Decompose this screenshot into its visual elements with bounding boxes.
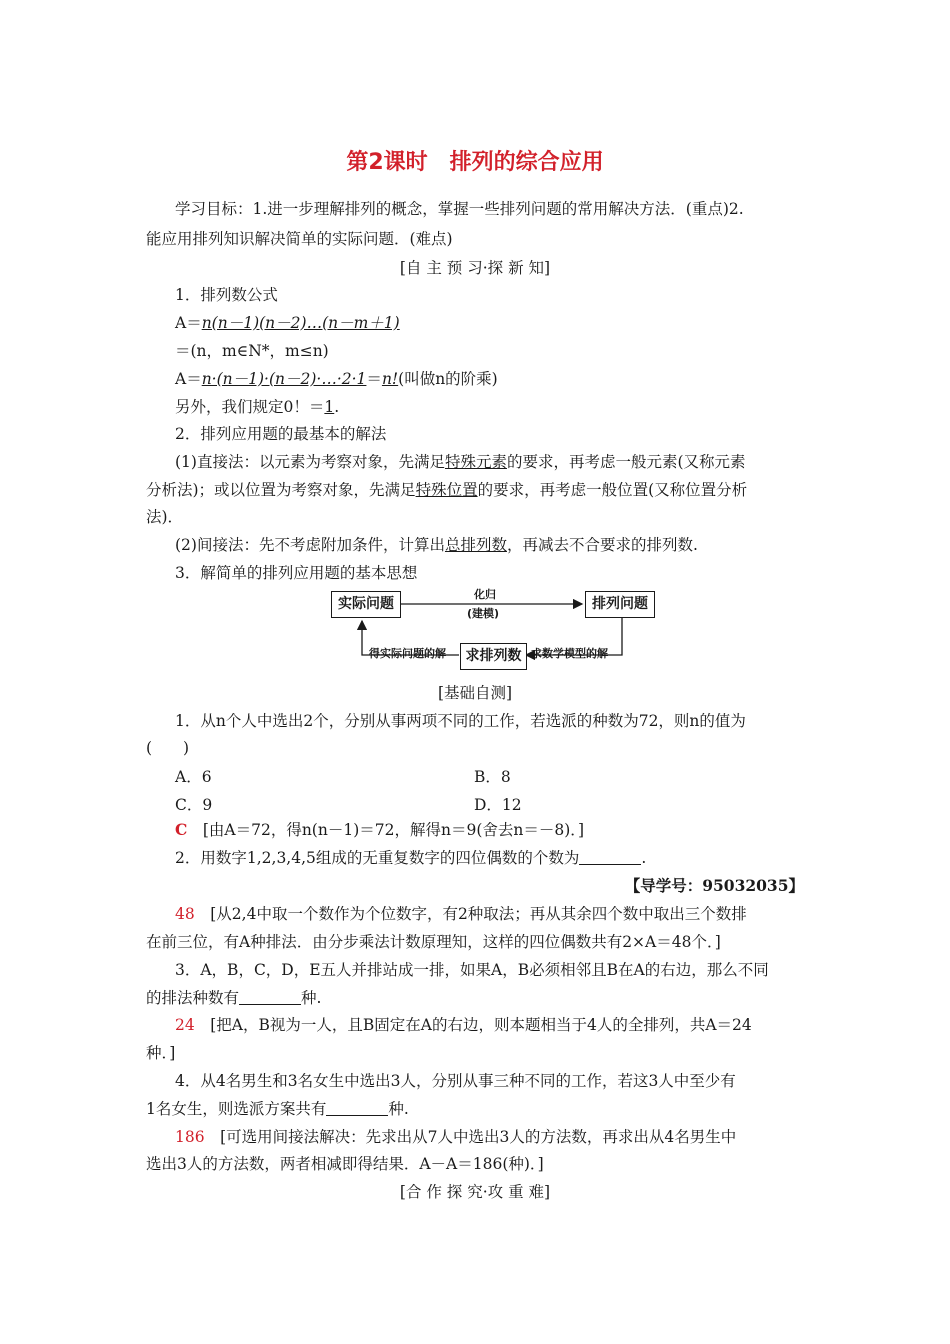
formula-line-2: ＝(n，m∈N*，m≤n) — [175, 342, 329, 360]
q2-explanation-line-2: 在前三位，有A种排法．由分步乘法计数原理知，这样的四位偶数共有2×A＝48个．] — [146, 933, 721, 951]
label-modeling: (建模) — [467, 607, 500, 620]
q3-stem: 的排法种数有 — [146, 989, 240, 1007]
q2-stem-end: . — [641, 849, 647, 867]
q1-option-d: D．12 — [474, 796, 522, 814]
q4-explanation: [可选用间接法解决：先求出从7人中选出3人的方法数，再求出从4名男生中 — [220, 1128, 737, 1146]
formula-text: . — [334, 398, 340, 416]
q3-explanation: [把A，B视为一人，且B固定在A的右边，则本题相当于4人的全排列，共A＝24 — [210, 1016, 752, 1034]
formula-text: ＝ — [366, 370, 382, 388]
formula-text: 另外，我们规定0！＝ — [175, 398, 325, 416]
q2-guide-number: 【导学号：95032035】 — [624, 876, 804, 895]
q2-stem: 2．用数字1,2,3,4,5组成的无重复数字的四位偶数的个数为 — [175, 849, 580, 867]
q4-stem-end: 种. — [388, 1100, 409, 1118]
method-keyword: 特殊位置 — [415, 481, 478, 499]
q2-explanation-line-1 — [175, 904, 747, 924]
section-heading-selftest: [基础自测] — [437, 684, 513, 702]
page-title — [0, 145, 950, 176]
formula-text: A＝ — [175, 370, 202, 388]
label-solve-model: 求数学模型的解 — [531, 647, 608, 660]
direct-method-line-3: 法)． — [146, 508, 184, 526]
box-count-permutations: 求排列数 — [460, 643, 527, 670]
label-real-solution: 得实际问题的解 — [369, 647, 446, 660]
formula-answer: n! — [381, 370, 399, 388]
method-text: (2)间接法：先不考虑附加条件，计算出 — [175, 536, 445, 554]
formula-text: (叫做n的阶乘) — [398, 370, 498, 388]
formula-text: A＝ — [175, 314, 202, 332]
lesson-number: 第2课时 — [346, 150, 428, 175]
section-heading-explore: [合 作 探 究·攻 重 难] — [399, 1183, 551, 1201]
lesson-topic: 排列的综合应用 — [449, 150, 604, 175]
q2-stem-line — [175, 848, 646, 868]
method-text: 分析法)；或以位置为考察对象，先满足 — [146, 481, 416, 499]
q1-option-c: C．9 — [175, 796, 213, 814]
q3-answer: 24 — [175, 1016, 195, 1034]
answer-blank — [579, 850, 641, 865]
q1-option-b: B．8 — [474, 768, 511, 786]
q3-stem-end: 种. — [301, 989, 322, 1007]
q1-stem-line-1: 1．从n个人中选出2个，分别从事两项不同的工作，若选派的种数为72，则n的值为 — [175, 712, 746, 730]
idea-heading: 3．解简单的排列应用题的基本思想 — [175, 564, 418, 582]
q3-stem-line-1: 3．A，B，C，D，E五人并排站成一排，如果A，B必须相邻且B在A的右边，那么不同 — [175, 961, 769, 979]
formula-answer: n(n－1)(n－2)…(n－m＋1) — [201, 314, 400, 332]
formula-answer: 1 — [324, 398, 335, 416]
q2-answer: 48 — [175, 905, 195, 923]
q1-answer: C — [175, 820, 188, 839]
q4-stem: 1名女生，则选派方案共有 — [146, 1100, 327, 1118]
method-text: (1)直接法：以元素为考察对象，先满足 — [175, 453, 445, 471]
formula-answer: n·(n－1)·(n－2)·…·2·1 — [201, 370, 367, 388]
method-keyword: 总排列数 — [444, 536, 507, 554]
answer-blank — [326, 1101, 388, 1116]
formula-line-3 — [175, 369, 498, 389]
formula-line-4 — [175, 397, 339, 417]
method-text: ，再减去不合要求的排列数. — [506, 536, 698, 554]
q3-explanation-line-1 — [175, 1015, 752, 1035]
q3-explanation-line-2: 种．] — [146, 1044, 176, 1062]
indirect-method-line — [175, 535, 698, 555]
q1-option-a: A．6 — [175, 768, 212, 786]
q2-explanation: [从2,4中取一个数作为个位数字，有2种取法；再从其余四个数中取出三个数排 — [210, 905, 747, 923]
direct-method-line-2 — [146, 480, 747, 500]
box-permutation-problem: 排列问题 — [585, 591, 655, 618]
q4-explanation-line-1 — [175, 1127, 736, 1147]
q1-stem-line-2: ( ) — [146, 739, 190, 757]
q3-stem-line-2 — [146, 988, 321, 1008]
q1-explanation: [由A＝72，得n(n－1)＝72，解得n＝9(舍去n＝－8)．] — [202, 821, 585, 839]
q4-stem-line-1: 4．从4名男生和3名女生中选出3人，分别从事三种不同的工作，若这3人中至少有 — [175, 1072, 736, 1090]
q4-answer: 186 — [175, 1128, 205, 1146]
direct-method-line-1 — [175, 452, 746, 472]
method-text: 的要求，再考虑一般位置(又称位置分析 — [477, 481, 748, 499]
q4-explanation-line-2: 选出3人的方法数，两者相减即得结果．A－A＝186(种)．] — [146, 1155, 544, 1173]
label-transform: 化归 — [474, 588, 496, 601]
methods-heading: 2．排列应用题的最基本的解法 — [175, 425, 387, 443]
objectives-line-1: 学习目标：1.进一步理解排列的概念，掌握一些排列问题的常用解决方法．(重点)2. — [175, 200, 744, 218]
q4-stem-line-2 — [146, 1099, 409, 1119]
method-text: 的要求，再考虑一般元素(又称元素 — [506, 453, 746, 471]
section-heading-preview: [自 主 预 习·探 新 知] — [399, 259, 551, 277]
box-real-problem: 实际问题 — [331, 591, 401, 618]
method-keyword: 特殊元素 — [444, 453, 507, 471]
answer-blank — [239, 990, 301, 1005]
q1-answer-line — [175, 820, 584, 840]
objectives-line-2: 能应用排列知识解决简单的实际问题．(难点) — [146, 230, 453, 248]
formula-heading: 1．排列数公式 — [175, 286, 278, 304]
formula-line-1 — [175, 313, 400, 333]
